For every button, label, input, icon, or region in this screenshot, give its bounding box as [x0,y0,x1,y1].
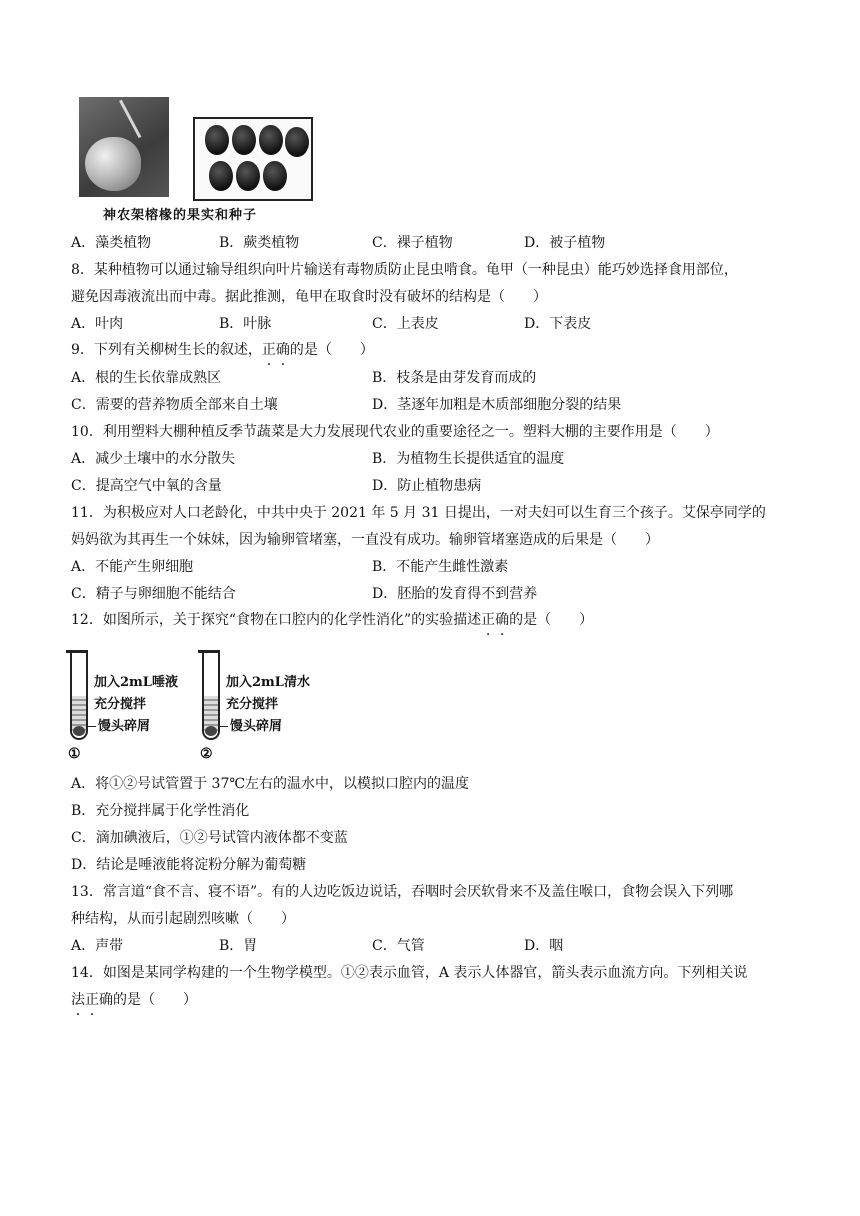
q12-stem-pre: 12．如图所示，关于探究“食物在口腔内的化学性消化”的实验描述 [71,612,482,628]
q14-stem-post: 确的是（ ） [99,992,197,1008]
q9-stem [71,340,374,360]
q14-stem-line2 [71,990,197,1010]
q12-option-a: A．将①②号试管置于 37℃左右的温水中，以模拟口腔内的温度 [71,776,470,792]
q12-option-c: C．滴加碘液后，①②号试管内液体都不变蓝 [71,830,348,846]
q10-option-a: A．减少土壤中的水分散失 [71,451,236,467]
q10-option-b: B．为植物生长提供适宜的温度 [372,451,565,467]
figure-caption: 神农架榕椽的果实和种子 [103,208,258,223]
tube1-number: ① [68,746,81,762]
q13-stem-line1: 13．常言道“食不言、寝不语”。有的人边吃饭边说话，吞咽时会厌软骨来不及盖住喉口，食物会误入下列哪 [71,884,734,900]
seed [209,161,233,191]
seed [236,161,260,191]
q9-emphasis-char: 正 [261,342,276,358]
q9-option-a: A．根的生长依靠成熟区 [71,370,222,386]
q7-option-a: A．藻类植物 [71,235,152,251]
fruit-photo-icon [79,97,169,197]
q13-option-c: C．气管 [372,938,425,954]
test-tube-2-diagram [200,646,330,764]
q8-option-b: B．叶脉 [219,316,272,332]
q14-stem-line1: 14．如图是某同学构建的一个生物学模型。①②表示血管，A 表示人体器官，箭头表示血流方向。下列相关说 [71,965,748,981]
q9-stem-post: 的是（ ） [289,342,374,358]
q7-option-c: C．裸子植物 [372,235,453,251]
q12-option-b: B．充分搅拌属于化学性消化 [71,803,250,819]
seed [259,125,283,155]
q11-option-b: B．不能产生雌性激素 [372,559,509,575]
q14-emphasis-char: 正 [85,992,99,1008]
q11-option-a: A．不能产生卵细胞 [71,559,194,575]
q11-option-d: D．胚胎的发育得不到营养 [372,586,538,602]
q8-option-d: D．下表皮 [524,316,592,332]
tube2-label-2: 充分搅拌 [226,697,279,712]
q13-stem-line2: 种结构，从而引起剧烈咳嗽（ ） [71,911,295,927]
q11-stem-line2: 妈妈欲为其再生一个妹妹，因为输卵管堵塞，一直没有成功。输卵管堵塞造成的后果是（ ） [71,532,659,548]
seed [205,125,229,155]
q8-option-c: C．上表皮 [372,316,439,332]
fruit-stem [119,100,141,138]
q8-option-a: A．叶肉 [71,316,124,332]
q10-stem: 10．利用塑料大棚种植反季节蔬菜是大力发展现代农业的重要途径之一。塑料大棚的主要作用是（ ） [71,424,719,440]
pointer-line [86,726,96,727]
q13-option-a: A．声带 [71,938,124,954]
q9-stem-pre: 9．下列有关柳树生长的叙述， [71,342,262,358]
q14-emphasis-char: 法 [71,992,85,1008]
tube1-label-3: 馒头碎屑 [98,719,151,734]
q11-option-c: C．精子与卵细胞不能结合 [71,586,236,602]
tube2-label-1: 加入2mL清水 [226,675,310,690]
q7-option-d: D．被子植物 [524,235,606,251]
fruit-shape [85,137,141,191]
q12-stem [71,610,593,630]
tube1-label-1: 加入2mL唾液 [94,675,178,690]
q12-stem-post: 的是（ ） [509,612,594,628]
q8-stem-line2: 避免因毒液流出而中毒。据此推测，龟甲在取食时没有破坏的结构是（ ） [71,289,547,305]
q10-option-c: C．提高空气中氧的含量 [71,478,222,494]
pointer-line [218,726,228,727]
q9-option-d: D．茎逐年加粗是木质部细胞分裂的结果 [372,397,622,413]
q12-emphasis-char: 正 [481,612,496,628]
seed [232,125,256,155]
seeds-photo-icon [193,117,313,201]
q8-stem-line1: 8．某种植物可以通过输导组织向叶片输送有毒物质防止昆虫啃食。龟甲（一种昆虫）能巧妙选择食用部位， [71,262,738,278]
q9-option-b: B．枝条是由芽发育而成的 [372,370,537,386]
tube2-label-3: 馒头碎屑 [230,719,283,734]
q12-emphasis-char: 确 [495,612,510,628]
q11-stem-line1: 11．为积极应对人口老龄化，中共中央于 2021 年 5 月 31 日提出，一对夫妇可以生育三个孩子。艾保亭同学的 [71,505,766,521]
q13-option-d: D．咽 [524,938,564,954]
q7-option-b: B．蕨类植物 [219,235,300,251]
bread-crumbs [73,726,85,736]
q13-option-b: B．胃 [219,938,258,954]
q12-option-d: D．结论是唾液能将淀粉分解为葡萄糖 [71,857,307,873]
q9-emphasis-char: 确 [275,342,290,358]
seed [263,161,287,191]
tube1-label-2: 充分搅拌 [94,697,147,712]
q10-option-d: D．防止植物患病 [372,478,482,494]
seed [285,127,309,157]
q9-option-c: C．需要的营养物质全部来自土壤 [71,397,278,413]
tube2-number: ② [200,746,213,762]
bread-crumbs [205,726,217,736]
test-tube-1-diagram [68,646,198,764]
